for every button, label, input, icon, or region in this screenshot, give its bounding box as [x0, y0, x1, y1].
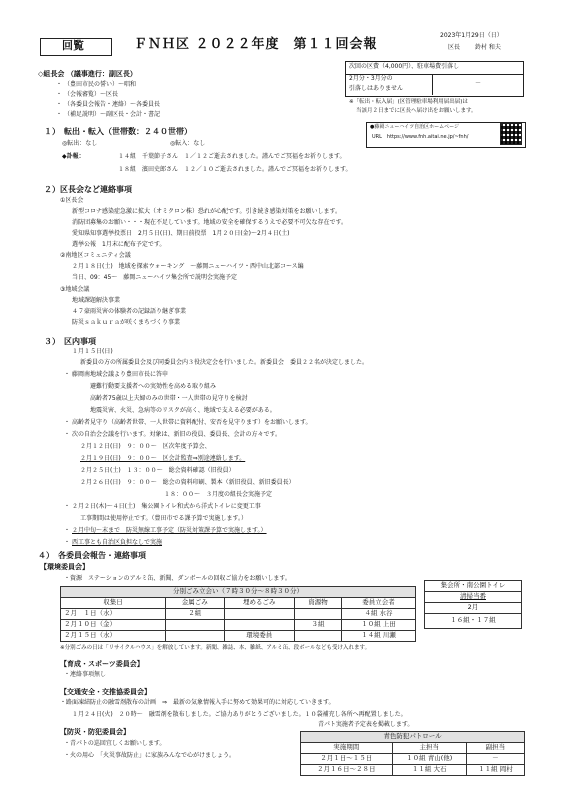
chief-label: 区長	[448, 44, 461, 51]
sec2-heading: ２）区長会など連絡事項	[44, 185, 132, 194]
bullet: ・	[56, 81, 63, 88]
table-header: 収集日	[61, 598, 166, 609]
kairan-label: 回覧	[62, 39, 84, 52]
table-cell: ２組	[165, 609, 224, 620]
kotsu-line1: ・路面凍結防止の融雪剤散布の計画 ⇒ 最新の気象情報入手に努めて効果可的に対応していきます。	[60, 699, 335, 706]
toilet-table	[424, 580, 522, 629]
table-cell: １０組 上田	[342, 620, 416, 631]
kankyo-note: ※分別ごみの日は「リサイクルハウス」を解放しています。新聞、雑誌、本、雑紙、アルミ缶、段ボールなども受け入れます。	[60, 645, 371, 651]
bullet: ・	[64, 431, 71, 438]
issue-date: 2023年1月29日（日）	[440, 32, 503, 39]
sec3-heading: ３） 区内事項	[44, 337, 96, 346]
billing-row1: 次回の区費（4,000円）、駐車場費引落し	[349, 63, 460, 70]
gomi-table	[60, 586, 416, 642]
sec2-item: 当日、09：45〜 藤岡ニューハイツ集会所で説明会実施予定	[72, 274, 237, 281]
sec3-line: １月１５日(日)	[72, 348, 113, 355]
table-cell: ２月１６日〜２８日	[301, 765, 393, 776]
tennyu: ◎転入：なし	[170, 140, 206, 147]
bullet: ・	[56, 91, 63, 98]
fuho-label: ◆訃報：	[62, 153, 85, 160]
sec3-line: １８：００〜 ３月度の組長会実施予定	[164, 491, 273, 498]
table-cell: １１組 大石	[392, 765, 466, 776]
table-header: 副担当	[466, 743, 524, 754]
sec3-line: ２月中旬〜末まで 防災無線工事予定（防災対策課予算で実施します。）	[72, 527, 267, 534]
kumicho-item: （豊田市民の誓い）〜唱和	[64, 81, 137, 88]
toilet-groups: １６組・１７組	[425, 614, 522, 629]
table-header: 金属ごみ	[165, 598, 224, 609]
toilet-month: 2月	[425, 603, 522, 614]
table-row	[61, 620, 416, 631]
sec3-line: 次の自治会会議を行います。対象は、新旧の役員、委員長、会計の方々です。	[72, 431, 282, 438]
table-row	[301, 754, 525, 765]
bullet: ・	[64, 371, 71, 378]
sec3-line: 藤岡南地域会議より豊田市長に答申	[72, 371, 169, 378]
table-row	[61, 609, 416, 620]
patrol-title: 青色防犯パトロール	[301, 732, 525, 743]
table-header: 実施期間	[301, 743, 393, 754]
kumicho-item: （各委員会報告・連絡）〜各委員長	[64, 101, 161, 108]
sec2-item: 消防団募集のお願い・・・現在不足しています。地域の安全を確保するうえで必要不可欠な存在です。	[72, 219, 348, 226]
sec3-line: ２月１２日(日) ９：００〜 区次年度予算会、	[80, 443, 211, 450]
table-cell: ２月１５日（水）	[61, 631, 166, 642]
fuho-2: １８組 濱田史郎さん １２／１０ご逝去されました。謹んでご冥福をお祈りします。	[118, 166, 352, 173]
table-cell: １１組 岡村	[466, 765, 524, 776]
table-row	[301, 765, 525, 776]
patrol-note: 青パト実施者予定表を掲載します。	[318, 721, 414, 728]
table-row	[61, 598, 416, 609]
table-cell: ３組	[294, 620, 341, 631]
fuho-1: １４組 千葉節子さん １／１２ご逝去されました。謹んでご冥福をお祈りします。	[118, 153, 346, 160]
website-title: ●藤岡ニューハイツ自治区ホームページ	[370, 124, 460, 130]
table-cell	[294, 631, 341, 642]
sec1-heading: １） 転出・転入（世帯数：２４０世帯）	[44, 127, 192, 136]
billing-note2: 当該月２日までに区長へ届け出をお願いします。	[356, 108, 477, 114]
sec3-line: 高齢者75歳以上夫婦のみの世帯・一人世帯の見守りを検討	[90, 395, 248, 402]
table-cell: －	[466, 754, 524, 765]
chief-name: 鈴村 和夫	[475, 44, 501, 51]
toilet-title1: 集会所・南公園トイレ	[425, 581, 522, 592]
bullet: ・	[56, 111, 63, 118]
sec3-line: 工事期間は使用停止です。（豊田市でる課予算で実施します。）	[80, 515, 248, 522]
billing-row2b: 引落しはありません	[349, 85, 404, 92]
sec3-line: ２月２５日(土) １３：００〜 総会資料確認（旧役員）	[80, 467, 235, 474]
table-header: 委員立会者	[342, 598, 416, 609]
sec2-item: 防災ｓａｋｕｒａが咲くまちづくり事業	[72, 319, 180, 326]
toilet-title2: 清掃当番	[425, 592, 522, 603]
table-cell	[165, 620, 224, 631]
sec4-heading: ４） 各委員会報告・連絡事項	[38, 551, 146, 560]
table-cell: １４組 川瀬	[342, 631, 416, 642]
kankyo-title: 【環境委員会】	[40, 563, 89, 571]
table-cell	[294, 609, 341, 620]
kumicho-heading: ◇組長会 （議事進行：副区長）	[38, 70, 137, 78]
sec2-item: ４７豪雨災害の体験者の記録語り継ぎ事業	[72, 308, 187, 315]
bullet: ・	[64, 419, 71, 426]
kumicho-item: （会報審覧）〜区長	[64, 91, 119, 98]
website-url[interactable]: URL https://www.fnh.aitai.ne.jp/~fnh/	[372, 134, 469, 140]
table-row	[61, 631, 416, 642]
bullet: ・	[64, 539, 71, 546]
bullet: ・	[56, 101, 63, 108]
table-cell: 環境委員	[224, 631, 294, 642]
table-header: 資源物	[294, 598, 341, 609]
sec3-line: ２月２６日(日) ９：００〜 総会の資料印刷、製本（新旧役員、新旧委員長）	[80, 479, 295, 486]
ikusei-title: 【育成・スポーツ委員会】	[60, 660, 144, 668]
table-row	[301, 743, 525, 754]
table-cell: ２月１０日（金）	[61, 620, 166, 631]
billing-note1: ※「転出・転入届」(区管理駐車場利用届出届)は	[349, 99, 468, 105]
ikusei-line: ・連絡事項無し	[64, 671, 107, 678]
sec2-item: 地域課題解決事業	[72, 297, 121, 304]
table-cell: １０組 青山(他)	[392, 754, 466, 765]
table-cell: ２月 １日（水）	[61, 609, 166, 620]
sec3-line: 西工事とも自治区負担なしで実施	[72, 539, 163, 546]
qr-code-icon[interactable]	[500, 123, 522, 145]
bohan-line2: ・火の用心 「火災事故防止」に家族みんなで心がけましょう。	[64, 752, 236, 759]
tenshutsu: ◎転出：なし	[62, 140, 98, 147]
sec2-item: 新型コロナ感染症急激に拡大（オミクロン株）恐れが心配です。引き続き感染対策をお願いします。	[72, 208, 342, 215]
gomi-table-title: 分別ごみ立会い（７時３０分〜８時３０分）	[61, 587, 416, 598]
table-cell	[224, 609, 294, 620]
table-header: 主担当	[392, 743, 466, 754]
sec2-item: 選挙公報 1月末に配布予定です。	[72, 241, 166, 248]
sec3-line: 新委員の方の所属委員会及び同委員会内３役決定会を行いました。新委員会 委員２２名が決定しました。	[80, 359, 369, 366]
kumicho-item: （補足説明）〜副区長・会計・書記	[64, 111, 161, 118]
sec3-line: 高齢者見守り（高齢者世帯、一人世帯に資料配付、安否を見守ります）をお願いします。	[72, 419, 312, 426]
sec3-line: ２月２日(木)〜４日(土) 集公園トイレ和式から洋式トイレに変更工事	[72, 503, 261, 510]
bullet: ・	[64, 503, 71, 510]
billing-vdivider	[432, 74, 433, 95]
bullet: ・	[64, 527, 71, 534]
sec2-item: ２月１８日(土) 地域を探索ウォーキング 〜藤岡ニューハイツ・西中山北部コース編	[72, 263, 304, 270]
kotsu-line2: １月２４日(火) ２０時〜 融雪剤を散布しました。ご協力ありがとうございました。１０袋補充し各所へ再配置しました。	[72, 711, 407, 718]
bohan-line1: ・青パトの巡回宜しくお願いします。	[64, 740, 166, 747]
patrol-table	[300, 731, 525, 776]
sec3-line: 地震災害、火災、急病等のリスクが高く、地域で支える必要がある。	[90, 407, 276, 414]
sec2-sub3: ③地域会議	[60, 286, 90, 293]
sec2-sub2: ②南地区コミュニティ会議	[60, 252, 131, 259]
table-cell: ４組 水谷	[342, 609, 416, 620]
table-cell	[224, 620, 294, 631]
billing-row2a: 2月分・3月分の	[349, 75, 393, 82]
sec3-line: 避難行動要支援者への実効性を高める取り組み	[90, 383, 217, 390]
sec3-line: ２月１９日(日) ９：００〜 区会計監査⇒別途連絡します。	[80, 455, 246, 462]
kotsu-title: 【交通安全・交推協委員会】	[60, 688, 151, 696]
sec2-sub1: ①区長会	[60, 197, 84, 204]
table-cell: ２月１日〜１５日	[301, 754, 393, 765]
table-header: 埋めるごみ	[224, 598, 294, 609]
page-title: ＦＮＨ区 ２０２２年度 第１１回会報	[134, 37, 378, 52]
sec2-item: 愛知県知事選挙投票日 2月５日(日)、期日前投票 1月２０日(金)〜2月４日(土)	[72, 230, 290, 237]
billing-row2c: －	[475, 80, 482, 87]
bohan-title: 【防災・防犯委員会】	[60, 728, 130, 736]
table-cell	[165, 631, 224, 642]
kankyo-line: ・資源 ステーションのアルミ缶、新聞、ダンボールの回収ご協力をお願いします。	[64, 575, 291, 582]
